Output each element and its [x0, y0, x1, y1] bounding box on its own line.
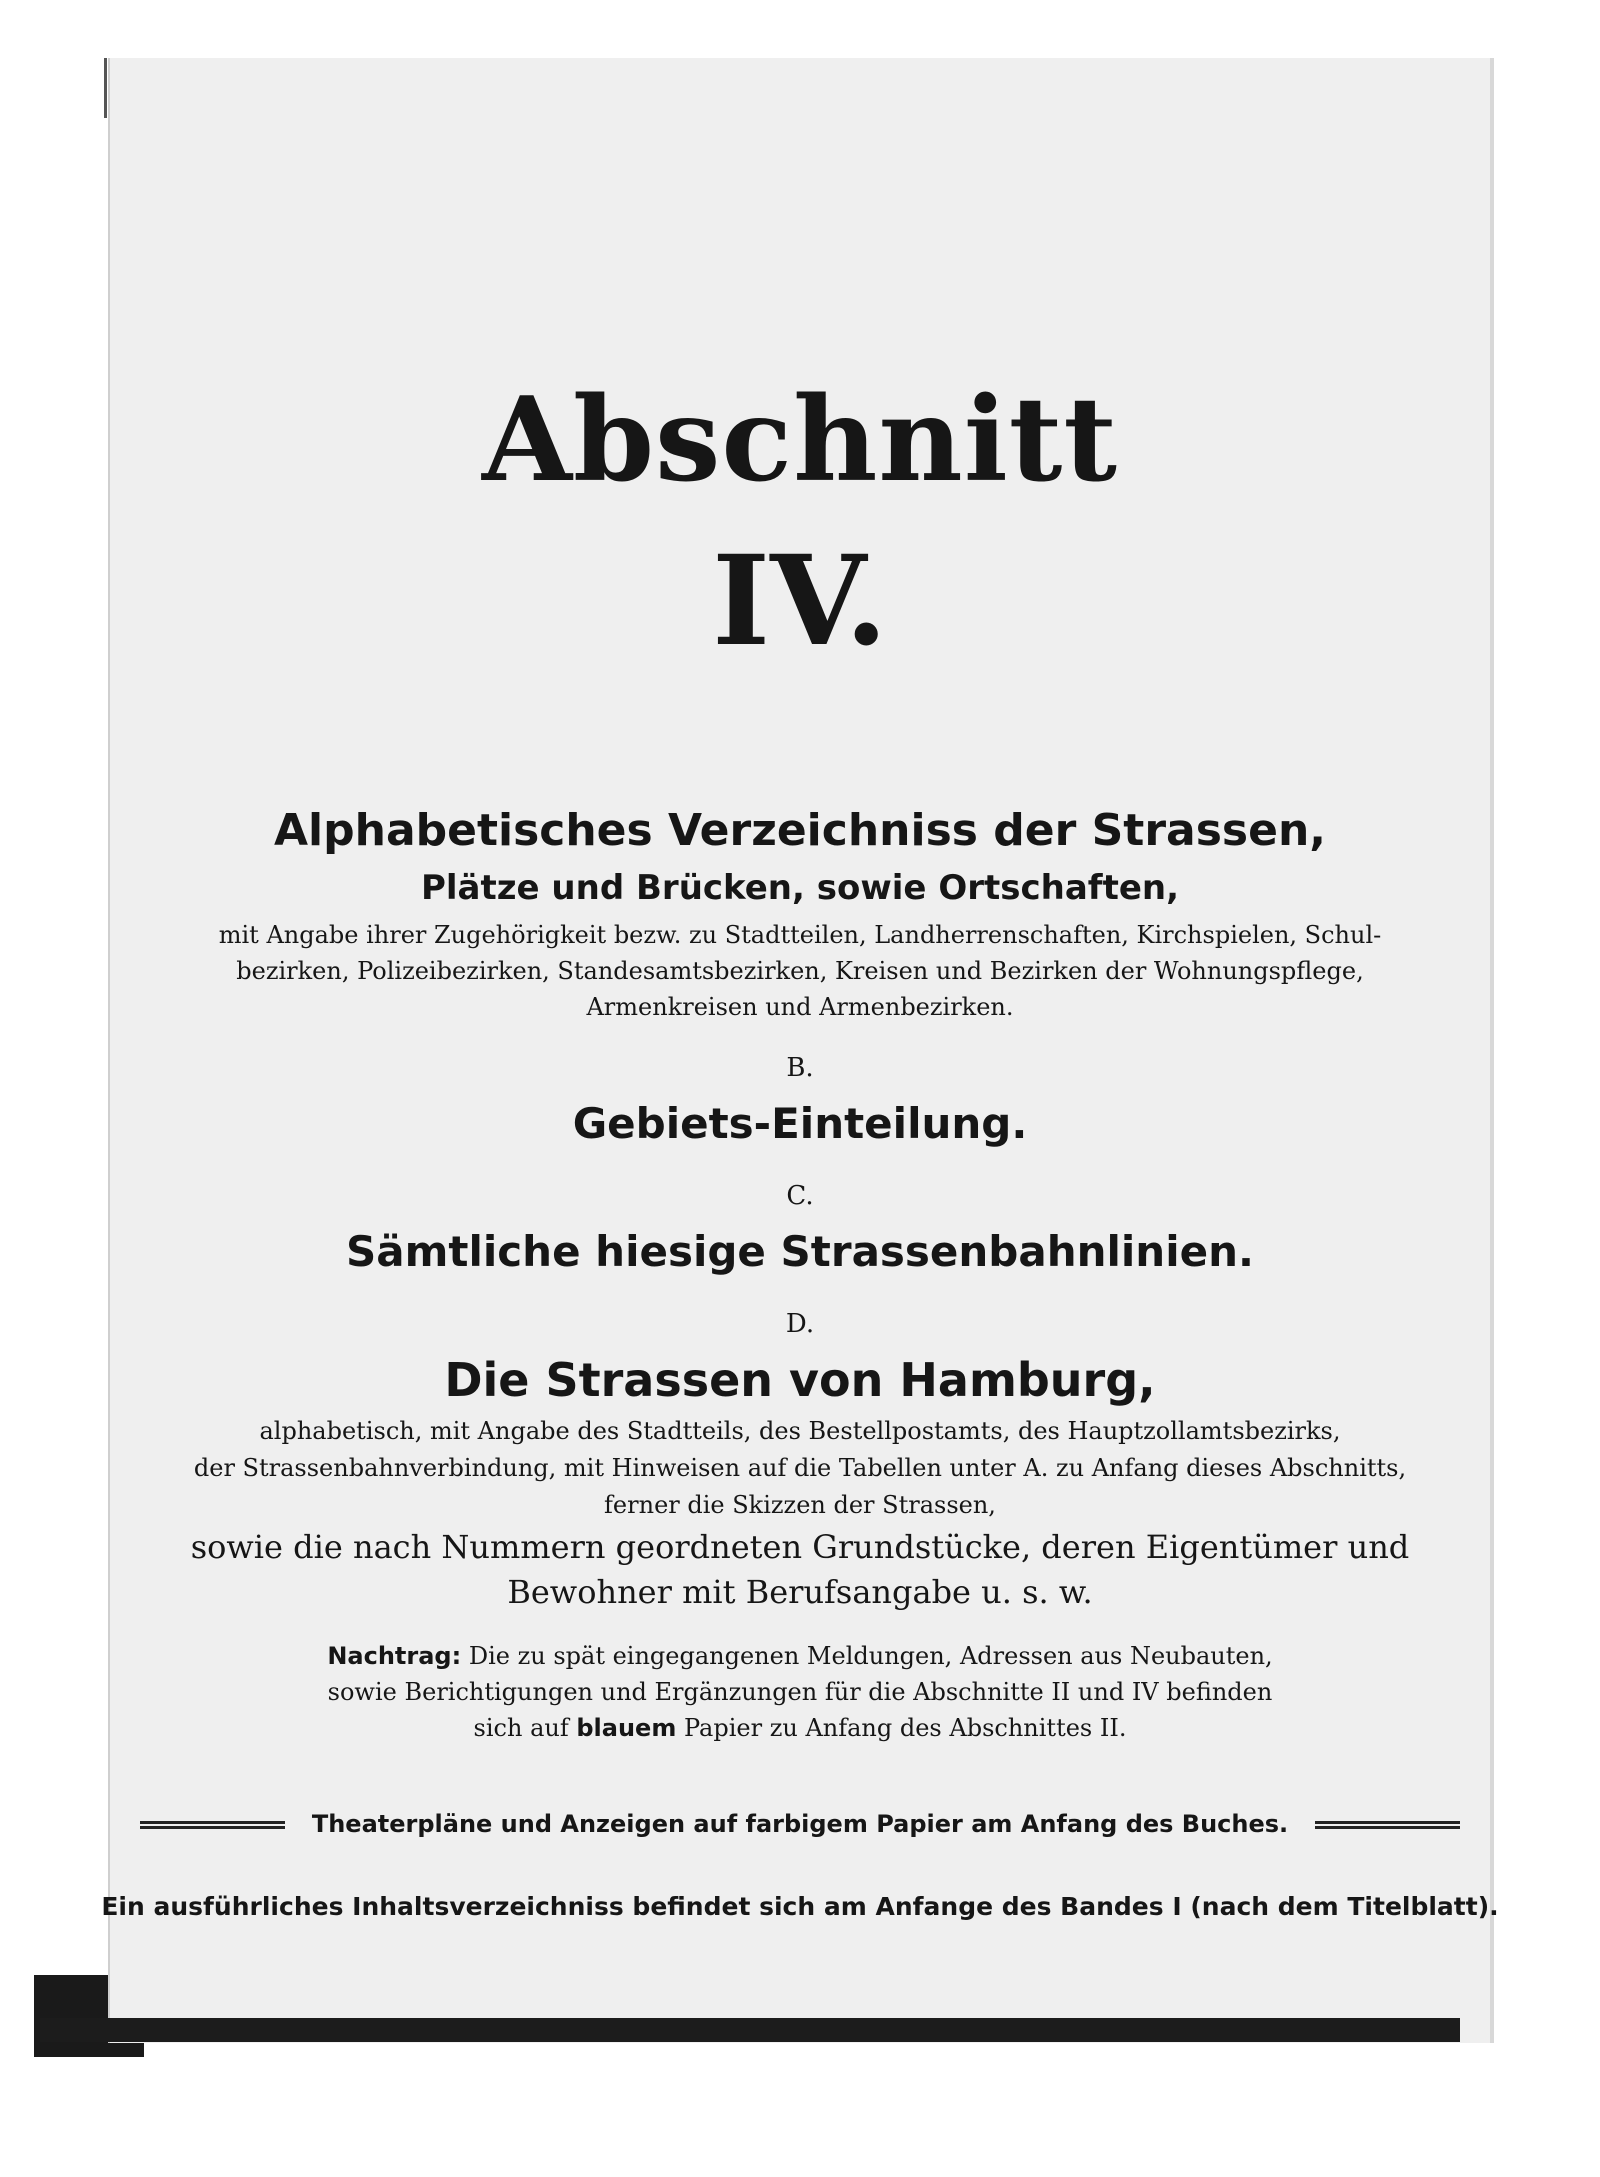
section-a-heading-line2: Plätze und Brücken, sowie Ortschaften,	[420, 868, 1180, 908]
section-d-description-line1: alphabetisch, mit Angabe des Stadtteils, des Bestellpostamts, des Hauptzollamtsbezirks,	[259, 1417, 1341, 1445]
nachtrag-line1	[0, 1639, 1600, 1673]
section-d-heading: Die Strassen von Hamburg,	[444, 1353, 1156, 1407]
double-rule-right	[1315, 1821, 1460, 1829]
page-bottom-edge	[40, 2018, 1460, 2042]
section-b-letter: B.	[786, 1053, 814, 1083]
section-d-description-line4: sowie die nach Nummern geordneten Grundstücke, deren Eigentümer und	[190, 1528, 1410, 1566]
section-a-description-line2: bezirken, Polizeibezirken, Standesamtsbezirken, Kreisen und Bezirken der Wohnungspflege,	[236, 957, 1364, 985]
section-a-description-line1: mit Angabe ihrer Zugehörigkeit bezw. zu Stadtteilen, Landherrenschaften, Kirchspielen, Schul-	[218, 921, 1382, 949]
section-d-description-line3: ferner die Skizzen der Strassen,	[604, 1491, 996, 1519]
section-a-heading-line1: Alphabetisches Verzeichniss der Strassen,	[273, 805, 1326, 856]
nachtrag-text3-post: Papier zu Anfang des Abschnittes II.	[683, 1714, 1127, 1742]
spine-mark	[104, 58, 107, 118]
nachtrag-line2: sowie Berichtigungen und Ergänzungen für die Abschnitte II und IV befinden	[327, 1678, 1273, 1706]
nachtrag-line3	[0, 1711, 1600, 1745]
section-b-heading: Gebiets-Einteilung.	[572, 1099, 1028, 1148]
nachtrag-text3-pre: sich auf	[473, 1714, 569, 1742]
nachtrag-text1: Die zu spät eingegangenen Meldungen, Adressen aus Neubauten,	[468, 1642, 1273, 1670]
section-title: Abschnitt	[482, 372, 1118, 508]
section-number: IV.	[712, 529, 888, 674]
section-a-description-line3: Armenkreisen und Armenbezirken.	[586, 993, 1014, 1021]
section-c-heading: Sämtliche hiesige Strassenbahnlinien.	[346, 1227, 1254, 1276]
nachtrag-label: Nachtrag:	[327, 1642, 462, 1670]
section-d-letter: D.	[785, 1309, 815, 1339]
double-rule-left	[140, 1821, 285, 1829]
section-d-description-line2: der Strassenbahnverbindung, mit Hinweisen auf die Tabellen unter A. zu Anfang dieses Abschnitts,	[193, 1454, 1407, 1482]
contents-notice: Ein ausführliches Inhaltsverzeichniss befindet sich am Anfange des Bandes I (nach dem Titelblatt).	[101, 1892, 1499, 1921]
section-c-letter: C.	[786, 1181, 814, 1211]
theater-notice-row	[0, 1807, 1600, 1841]
section-d-description-line5: Bewohner mit Berufsangabe u. s. w.	[507, 1573, 1093, 1611]
theater-notice: Theaterpläne und Anzeigen auf farbigem Papier am Anfang des Buches.	[311, 1810, 1289, 1838]
nachtrag-text3-bold: blauem	[576, 1714, 677, 1742]
